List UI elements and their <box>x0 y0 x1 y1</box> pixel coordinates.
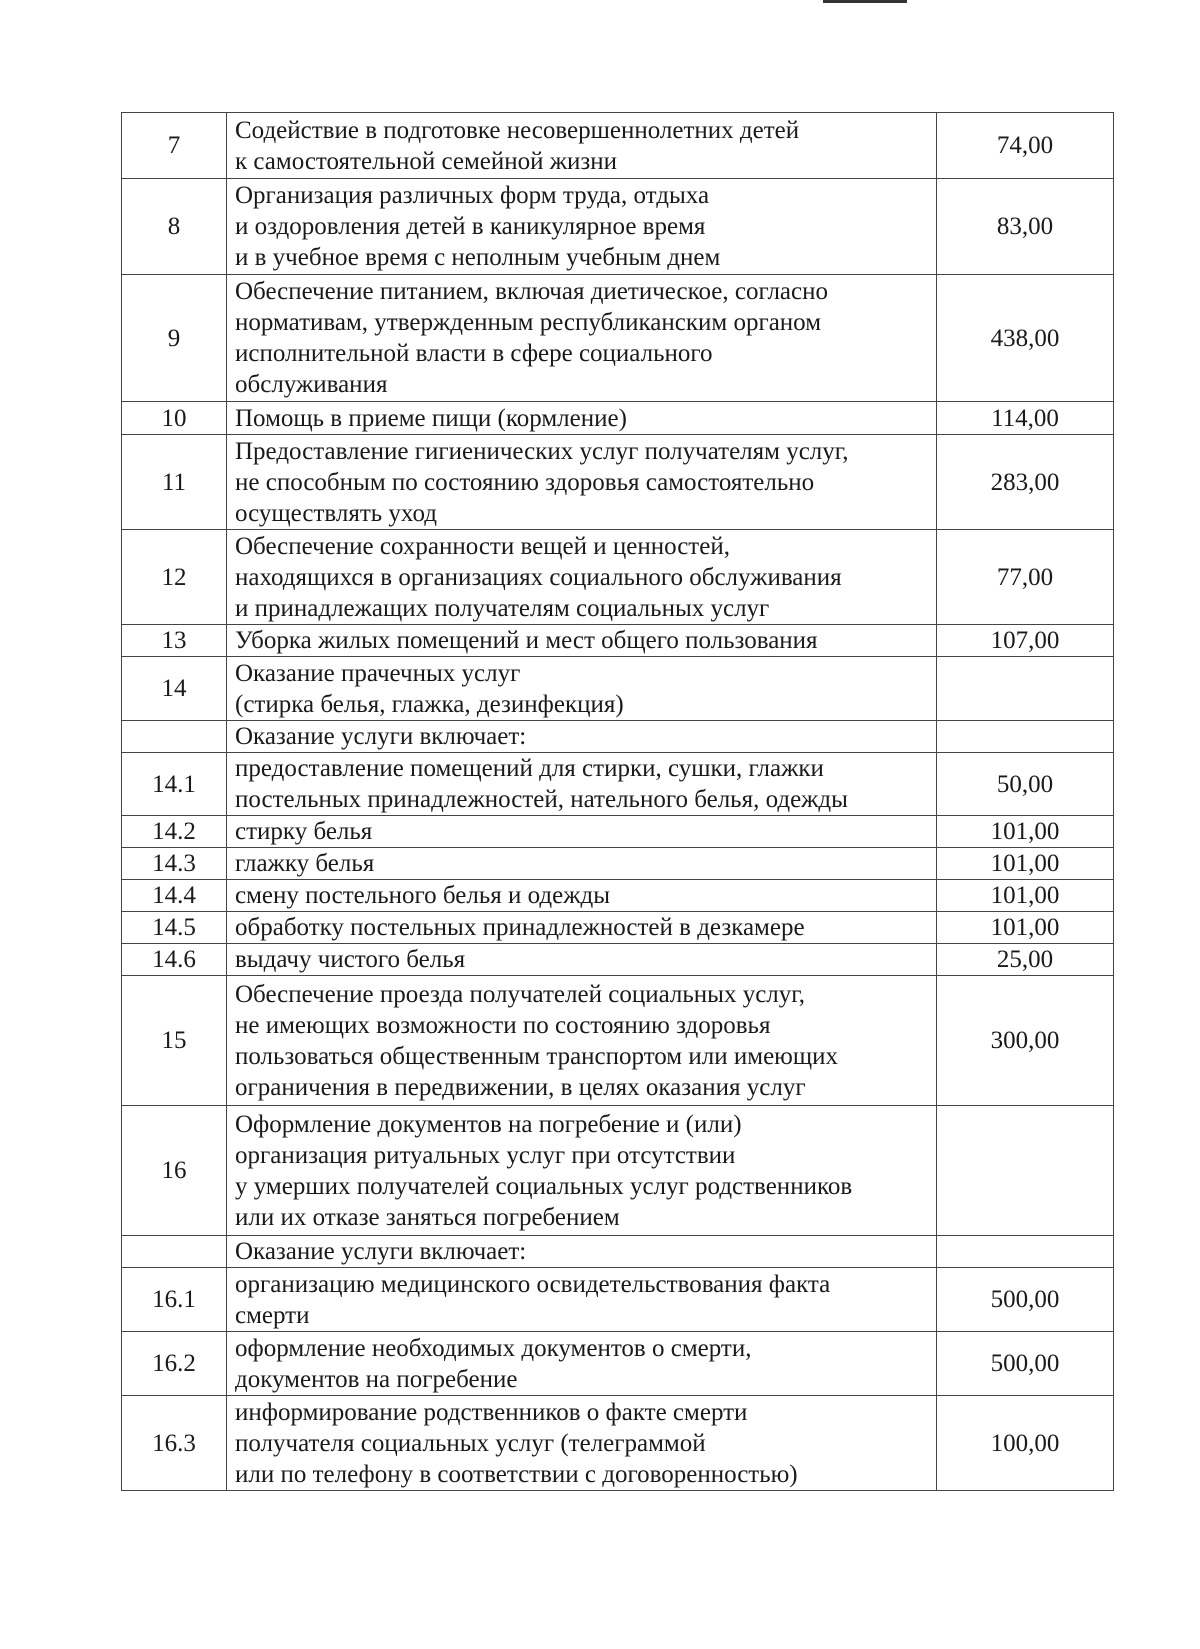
service-description: Оказание услуги включает: <box>227 721 937 753</box>
row-number: 15 <box>122 976 227 1106</box>
service-price: 500,00 <box>937 1268 1114 1332</box>
service-price: 300,00 <box>937 976 1114 1106</box>
service-description: обработку постельных принадлежностей в дезкамере <box>227 912 937 944</box>
service-description: Организация различных форм труда, отдыха и оздоровления детей в каникулярное время и в учебное время с неполным учебным днем <box>227 179 937 275</box>
table-row <box>122 1396 1114 1491</box>
service-price: 74,00 <box>937 113 1114 179</box>
row-number: 14.1 <box>122 753 227 816</box>
table-row <box>122 1106 1114 1236</box>
service-price <box>937 1106 1114 1236</box>
service-description: Оказание прачечных услуг (стирка белья, глажка, дезинфекция) <box>227 657 937 721</box>
table-row <box>122 848 1114 880</box>
row-number: 10 <box>122 402 227 435</box>
table-row <box>122 721 1114 753</box>
row-number: 14 <box>122 657 227 721</box>
service-description: Оформление документов на погребение и (или) организация ритуальных услуг при отсутствии у умерших получателей социальных услуг родственников или их отказе заняться погребением <box>227 1106 937 1236</box>
service-description: Предоставление гигиенических услуг получателям услуг, не способным по состоянию здоровья самостоятельно осуществлять уход <box>227 435 937 530</box>
row-number: 9 <box>122 275 227 402</box>
row-number <box>122 1236 227 1268</box>
service-price: 77,00 <box>937 530 1114 625</box>
service-description: Уборка жилых помещений и мест общего пользования <box>227 625 937 657</box>
service-description: предоставление помещений для стирки, сушки, глажки постельных принадлежностей, нательного белья, одежды <box>227 753 937 816</box>
service-price: 500,00 <box>937 1332 1114 1396</box>
table-row <box>122 880 1114 912</box>
table-body <box>122 113 1114 1491</box>
service-price: 101,00 <box>937 848 1114 880</box>
table-row <box>122 976 1114 1106</box>
table-row <box>122 944 1114 976</box>
row-number: 14.6 <box>122 944 227 976</box>
row-number: 16.1 <box>122 1268 227 1332</box>
service-description: Обеспечение питанием, включая диетическое, согласно нормативам, утвержденным республиканским органом исполнительной власти в сфере социального обслуживания <box>227 275 937 402</box>
row-number: 11 <box>122 435 227 530</box>
service-description: Обеспечение проезда получателей социальных услуг, не имеющих возможности по состоянию здоровья пользоваться общественным транспортом или имеющих ограничения в передвижении, в целях оказания услуг <box>227 976 937 1106</box>
row-number: 13 <box>122 625 227 657</box>
service-description: выдачу чистого белья <box>227 944 937 976</box>
row-number: 14.5 <box>122 912 227 944</box>
table-row <box>122 1236 1114 1268</box>
service-description: Содействие в подготовке несовершеннолетних детей к самостоятельной семейной жизни <box>227 113 937 179</box>
table-row <box>122 179 1114 275</box>
service-price: 114,00 <box>937 402 1114 435</box>
row-number: 8 <box>122 179 227 275</box>
table-row <box>122 912 1114 944</box>
row-number: 14.4 <box>122 880 227 912</box>
service-price: 100,00 <box>937 1396 1114 1491</box>
table-row <box>122 1332 1114 1396</box>
row-number: 16 <box>122 1106 227 1236</box>
row-number: 16.3 <box>122 1396 227 1491</box>
service-description: стирку белья <box>227 816 937 848</box>
service-price: 101,00 <box>937 816 1114 848</box>
table-row <box>122 657 1114 721</box>
service-description: Обеспечение сохранности вещей и ценностей, находящихся в организациях социального обслуживания и принадлежащих получателям социальных услуг <box>227 530 937 625</box>
row-number: 16.2 <box>122 1332 227 1396</box>
row-number: 12 <box>122 530 227 625</box>
table-row <box>122 753 1114 816</box>
row-number: 14.2 <box>122 816 227 848</box>
service-price: 438,00 <box>937 275 1114 402</box>
service-description: смену постельного белья и одежды <box>227 880 937 912</box>
service-price: 107,00 <box>937 625 1114 657</box>
service-price: 83,00 <box>937 179 1114 275</box>
table-row <box>122 1268 1114 1332</box>
service-price <box>937 657 1114 721</box>
service-description: оформление необходимых документов о смерти, документов на погребение <box>227 1332 937 1396</box>
service-price: 25,00 <box>937 944 1114 976</box>
row-number: 14.3 <box>122 848 227 880</box>
service-price: 101,00 <box>937 912 1114 944</box>
table-row <box>122 113 1114 179</box>
table-row <box>122 402 1114 435</box>
table-row <box>122 435 1114 530</box>
row-number: 7 <box>122 113 227 179</box>
service-price: 50,00 <box>937 753 1114 816</box>
service-description: Помощь в приеме пищи (кормление) <box>227 402 937 435</box>
service-description: глажку белья <box>227 848 937 880</box>
table-row <box>122 275 1114 402</box>
table-row <box>122 625 1114 657</box>
top-edge-mark <box>823 0 907 3</box>
services-price-table <box>121 112 1114 1491</box>
service-description: организацию медицинского освидетельствования факта смерти <box>227 1268 937 1332</box>
service-description: Оказание услуги включает: <box>227 1236 937 1268</box>
table-row <box>122 530 1114 625</box>
service-price: 283,00 <box>937 435 1114 530</box>
service-price <box>937 721 1114 753</box>
service-price: 101,00 <box>937 880 1114 912</box>
service-description: информирование родственников о факте смерти получателя социальных услуг (телеграммой или по телефону в соответствии с договоренностью) <box>227 1396 937 1491</box>
service-price <box>937 1236 1114 1268</box>
row-number <box>122 721 227 753</box>
table-row <box>122 816 1114 848</box>
